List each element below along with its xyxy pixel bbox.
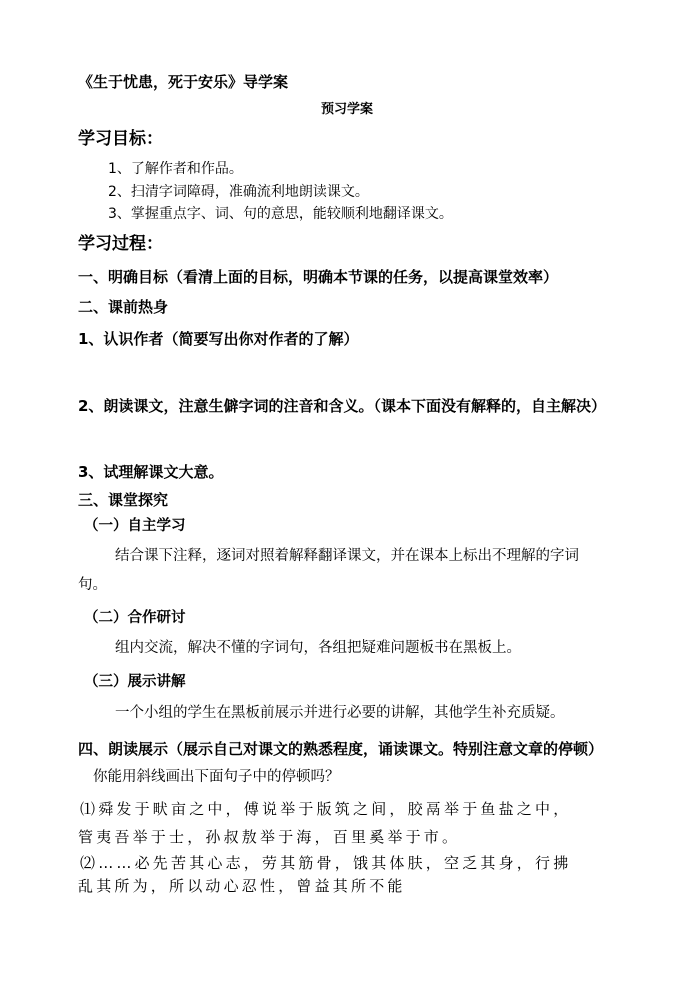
- goals-heading: 学习目标：: [78, 129, 163, 149]
- section-3-sub-a: （一）自主学习: [84, 518, 186, 534]
- section-3-c-text: 一个小组的学生在黑板前展示并进行必要的讲解，其他学生补充质疑。: [115, 705, 565, 721]
- section-2-item-3: 3、试理解课文大意。: [78, 463, 224, 481]
- passage-1-line-1: ⑴舜发于畎亩之中，傅说举于版筑之间，胶鬲举于鱼盐之中，: [80, 800, 572, 818]
- section-3-heading: 三、课堂探究: [78, 491, 169, 509]
- passage-2-line-2: 乱其所为，所以动心忍性，曾益其所不能: [78, 877, 406, 895]
- process-heading: 学习过程：: [78, 234, 163, 254]
- document-title: 《生于忧患，死于安乐》导学案: [78, 73, 289, 91]
- goal-item: 1、了解作者和作品。: [108, 161, 243, 177]
- section-3-b-text: 组内交流，解决不懂的字词句，各组把疑难问题板书在黑板上。: [115, 640, 521, 656]
- goal-item: 2、扫清字词障碍，准确流利地朗读课文。: [108, 184, 369, 200]
- section-4-heading: 四、朗读展示（展示自己对课文的熟悉程度，诵读课文。特别注意文章的停顿）: [78, 740, 604, 758]
- section-3-sub-b: （二）合作研讨: [84, 610, 186, 626]
- section-4-question: 你能用斜线画出下面句子中的停顿吗？: [93, 769, 340, 785]
- section-2-heading: 二、课前热身: [78, 298, 169, 316]
- document-subtitle: 预习学案: [321, 102, 374, 117]
- section-3-a-text-line-1: 结合课下注释，逐词对照着解释翻译课文，并在课本上标出不理解的字词: [115, 548, 579, 564]
- section-2-item-1: 1、认识作者（简要写出你对作者的了解）: [78, 330, 359, 348]
- goal-item: 3、掌握重点字、词、句的意思，能较顺利地翻译课文。: [108, 206, 453, 222]
- section-1-heading: 一、明确目标（看清上面的目标，明确本节课的任务，以提高课堂效率）: [78, 268, 559, 286]
- passage-1-line-2: 管夷吾举于士，孙叔敖举于海，百里奚举于市。: [78, 828, 461, 846]
- section-3-sub-c: （三）展示讲解: [84, 674, 186, 690]
- section-2-item-2: 2、朗读课文，注意生僻字词的注音和含义。（课本下面没有解释的，自主解决）: [78, 397, 606, 415]
- section-3-a-text-line-2: 句。: [78, 577, 107, 593]
- passage-2-line-1: ⑵……必先苦其心志，劳其筋骨，饿其体肤，空乏其身，行拂: [80, 854, 572, 872]
